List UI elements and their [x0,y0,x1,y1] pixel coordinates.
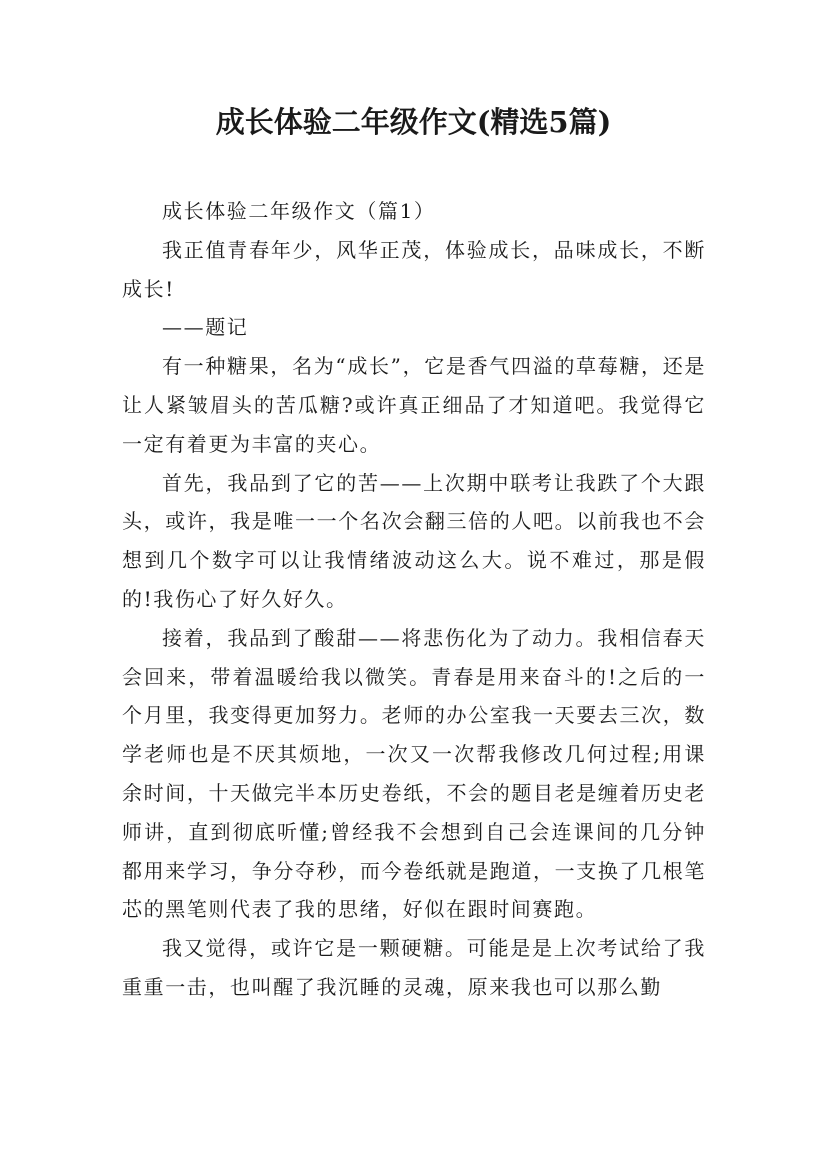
document-body [122,192,706,1007]
document-title: 成长体验二年级作文(精选5篇) [215,105,612,139]
paragraph: 我又觉得，或许它是一颗硬糖。可能是是上次考试给了我重重一击，也叫醒了我沉睡的灵魂，原来我也可以那么勤 [122,936,706,999]
paragraph: 接着，我品到了酸甜——将悲伤化为了动力。我相信春天会回来，带着温暖给我以微笑。青春是用来奋斗的!之后的一个月里，我变得更加努力。老师的办公室我一天要去三次，数学老师也是不厌其烦地，一次又一次帮我修改几何过程;用课余时间，十天做完半本历史卷纸，不会的题目老是缠着历史老师讲，直到彻底听懂;曾经我不会想到自己会连课间的几分钟都用来学习，争分夺秒，而今卷纸就是跑道，一支换了几根笔芯的黑笔则代表了我的思绪，好似在跟时间赛跑。 [122,625,706,922]
section-heading: 成长体验二年级作文（篇1） [162,199,436,223]
paragraph: 我正值青春年少，风华正茂，体验成长，品味成长，不断成长! [122,237,706,301]
paragraph: 有一种糖果，名为“成长”，它是香气四溢的草莓糖，还是让人紧皱眉头的苦瓜糖?或许真正细品了才知道吧。我觉得它一定有着更为丰富的夹心。 [122,354,706,456]
paragraph: 首先，我品到了它的苦——上次期中联考让我跌了个大跟头，或许，我是唯一一个名次会翻三倍的人吧。以前我也不会想到几个数字可以让我情绪波动这么大。说不难过，那是假的!我伤心了好久好久。 [122,470,706,611]
epigraph-attribution: ——题记 [162,315,249,340]
